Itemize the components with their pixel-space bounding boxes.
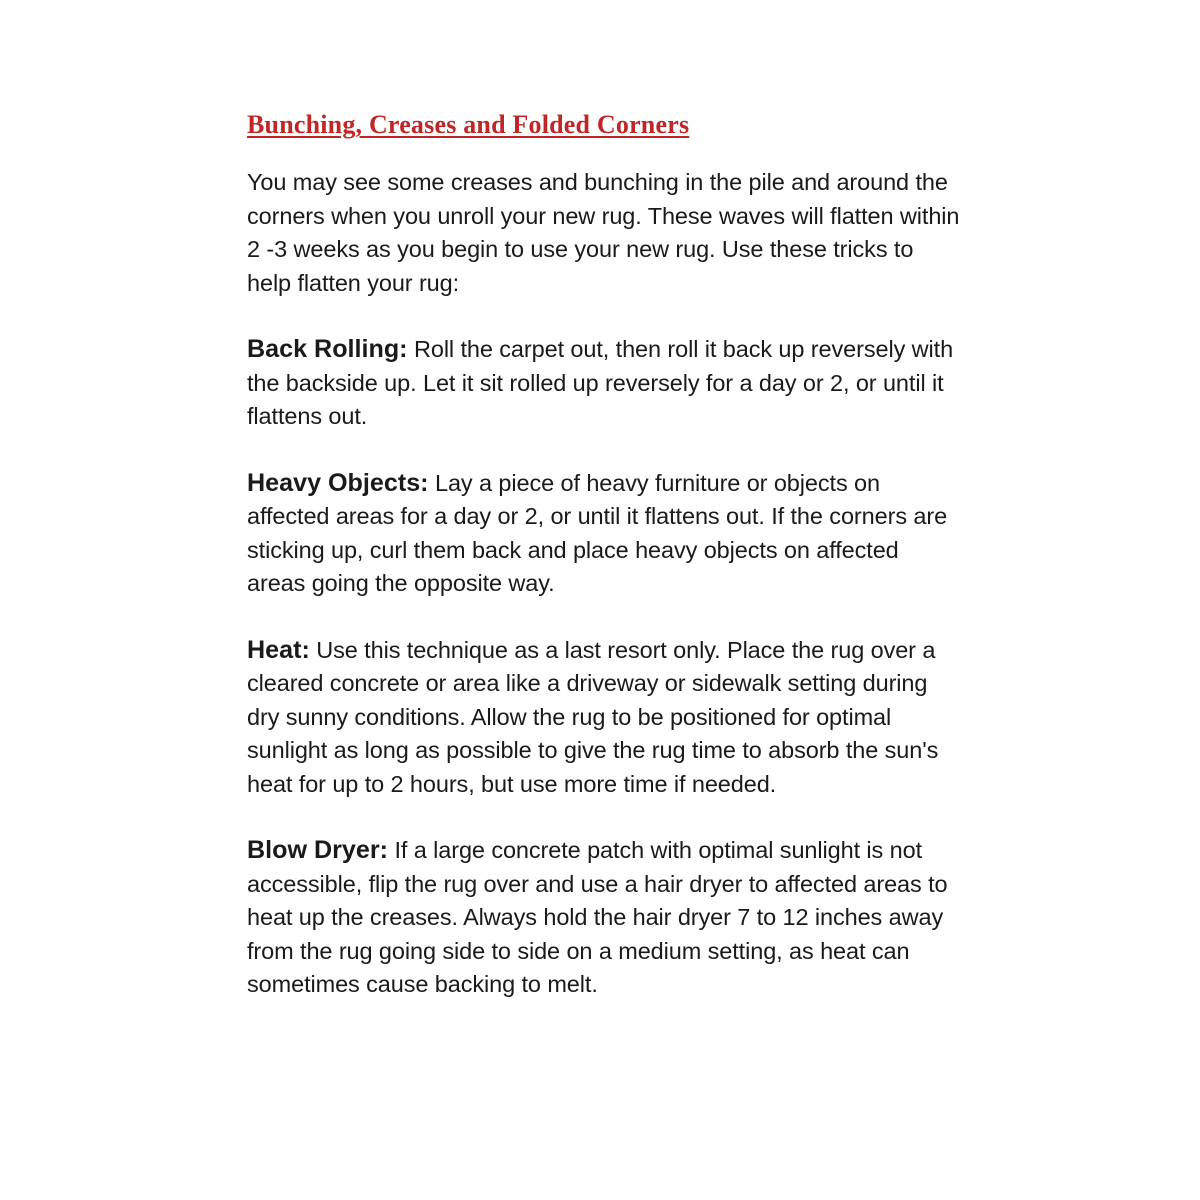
section-back-rolling (247, 333, 963, 434)
section-heavy-objects-label: Heavy Objects: (247, 468, 429, 497)
section-heat-label: Heat: (247, 635, 310, 664)
document-content (247, 110, 963, 1035)
section-blow-dryer (247, 834, 963, 1002)
section-blow-dryer-label: Blow Dryer: (247, 836, 389, 864)
section-back-rolling-text: Roll the carpet out, then roll it back up reversely with the backside up. Let it sit rolled up reversely for a day or 2, or until it flattens out. (247, 336, 954, 429)
section-heavy-objects (247, 467, 963, 601)
section-heat-text: Use this technique as a last resort only. Place the rug over a cleared concrete or area like a driveway or sidewalk setting during dry sunny conditions. Allow the rug to be positioned for optimal sunlight as long as possible to give the rug time to absorb the sun's heat for up to 2 hours, but use more time if needed. (247, 636, 939, 797)
section-blow-dryer-text: If a large concrete patch with optimal sunlight is not accessible, flip the rug over and use a hair dryer to affected areas to heat up the creases. Always hold the hair dryer 7 to 12 inches away from the rug going side to side on a medium setting, as heat can sometimes cause backing to melt. (247, 837, 948, 997)
section-heavy-objects-text: Lay a piece of heavy furniture or objects on affected areas for a day or 2, or until it flattens out. If the corners are sticking up, curl them back and place heavy objects on affected areas going the opposite way. (247, 469, 948, 596)
section-heat (247, 634, 963, 802)
intro-paragraph: You may see some creases and bunching in the pile and around the corners when you unroll your new rug. These waves will flatten within 2 -3 weeks as you begin to use your new rug. Use these tricks to help flatten your rug: (247, 169, 960, 296)
section-back-rolling-label: Back Rolling: (247, 335, 408, 363)
document-title: Bunching, Creases and Folded Corners (247, 110, 690, 139)
